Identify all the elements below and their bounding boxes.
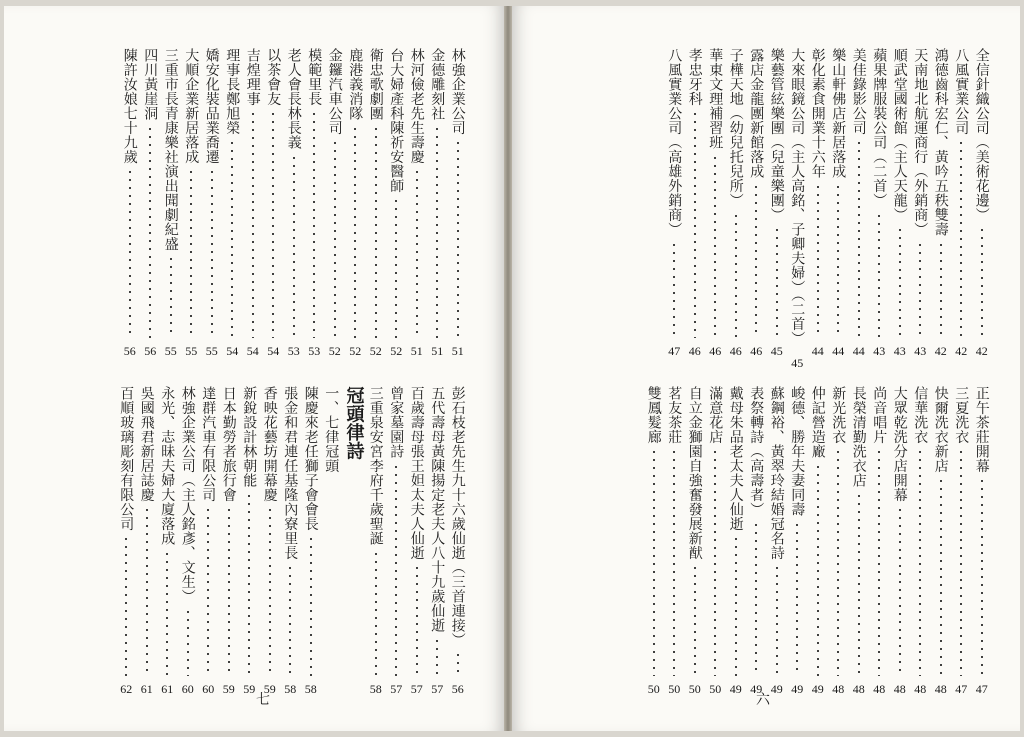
entry-title: 林河儉老先生壽慶: [408, 48, 425, 164]
entry-title: 子樺天地（幼兒托兒所）: [727, 48, 744, 208]
entry-title: 百順玻璃彫刻有限公司: [118, 386, 135, 531]
entry-page-number: 54: [246, 344, 259, 358]
dot-leader: [187, 608, 189, 677]
entry-page-number: 59: [263, 682, 276, 696]
toc-entry: [407, 386, 428, 698]
entry-title: 模範里長: [306, 48, 323, 106]
dot-leader: [940, 241, 942, 339]
entry-title: 以茶會友: [265, 48, 282, 106]
entry-title: 八風實業公司: [953, 48, 970, 135]
entry-page-number: 55: [185, 344, 198, 358]
toc-entry: [222, 48, 243, 360]
entry-page-number: 43: [873, 344, 886, 358]
toc-entry: [849, 386, 870, 698]
entry-page-number: 49: [750, 682, 763, 696]
entry-title: 八風實業公司（高雄外銷商）: [666, 48, 683, 237]
dot-leader: [981, 477, 983, 676]
entry-title: 陳許汝娘七十九歲: [121, 48, 138, 164]
dot-leader: [166, 550, 168, 677]
toc-entry: [910, 386, 931, 698]
entry-page-number: 55: [164, 344, 177, 358]
entry-title: 正午茶莊開幕: [973, 386, 990, 473]
entry-page-number: 60: [181, 682, 194, 696]
page-number: 六: [756, 692, 770, 708]
toc-entry: [120, 48, 141, 360]
entry-page-number: 58: [369, 682, 382, 696]
dot-leader: [919, 448, 921, 676]
dot-leader: [755, 183, 757, 339]
entry-page-number: 52: [369, 344, 382, 358]
dot-leader: [653, 448, 655, 676]
toc-entry: [157, 386, 178, 698]
entry-title: 孝忠牙科: [686, 48, 703, 106]
entry-page-number: 48: [934, 682, 947, 696]
dot-leader: [776, 226, 778, 338]
toc-entry: [849, 48, 870, 360]
toc-entry: [644, 386, 665, 698]
entry-title: 新光洗衣: [830, 386, 847, 444]
dot-leader: [395, 463, 397, 677]
dot-leader: [714, 154, 716, 339]
dot-leader: [129, 168, 131, 338]
entry-page-number: 47: [955, 682, 968, 696]
dot-leader: [960, 448, 962, 676]
entry-page-number: 44: [852, 344, 865, 358]
entry-title: 尚音唱片: [871, 386, 888, 444]
toc-entry: [828, 48, 849, 360]
right-page: [512, 6, 1020, 731]
dot-leader: [125, 535, 127, 676]
toc-entry: [726, 48, 747, 360]
toc-entry: [239, 386, 260, 698]
entry-page-number: 48: [893, 682, 906, 696]
entry-title: 華東文理補習班: [707, 48, 724, 150]
entry-title: 仲記營造廠: [809, 386, 826, 459]
dot-leader: [837, 183, 839, 339]
toc-entry: [280, 386, 301, 698]
entry-title: 張金和君連任基隆內寮里長: [282, 386, 299, 560]
entry-page-number: 46: [750, 344, 763, 358]
entry-page-number: 56: [451, 682, 464, 696]
dot-leader: [735, 535, 737, 676]
entry-page-number: 52: [349, 344, 362, 358]
entry-page-number: 45: [791, 355, 804, 370]
toc-entry: [301, 386, 322, 698]
entry-page-number: 57: [410, 682, 423, 696]
entry-title: 自立金獅園自強奮發展新猷: [686, 386, 703, 560]
dot-leader: [231, 139, 233, 338]
toc-entry: [685, 386, 706, 698]
entry-page-number: 61: [161, 682, 174, 696]
entry-page-number: 58: [284, 682, 297, 696]
dot-leader: [252, 110, 254, 338]
entry-title: 曾家墓園詩: [388, 386, 405, 459]
entry-page-number: 49: [729, 682, 742, 696]
toc-entry: [448, 48, 469, 360]
dot-leader: [796, 521, 798, 677]
entry-page-number: 51: [451, 344, 464, 358]
entry-title: 彰化素食開業十六年: [809, 48, 826, 179]
dot-leader: [457, 139, 459, 338]
entry-title: 雙鳳髮廊: [645, 386, 662, 444]
toc-entry: [304, 48, 325, 360]
toc-entry: [931, 386, 952, 698]
entry-title: 冠頭律詩: [343, 386, 365, 460]
entry-title: 衛忠歌劇團: [367, 48, 384, 121]
entry-page-number: 49: [791, 682, 804, 696]
entry-page-number: 58: [304, 682, 317, 696]
dot-leader: [919, 241, 921, 339]
dot-leader: [149, 125, 151, 339]
toc-entry: [366, 386, 387, 698]
dot-leader: [899, 506, 901, 676]
dot-leader: [673, 448, 675, 676]
toc-entry: [746, 386, 767, 698]
entry-title: 永光、志昧夫婦大廈落成: [159, 386, 176, 546]
toc-entry: [705, 386, 726, 698]
dot-leader: [146, 506, 148, 676]
entry-title: 三夏洗衣: [953, 386, 970, 444]
toc-entry: [178, 386, 199, 698]
entry-page-number: 46: [688, 344, 701, 358]
toc-entry: [386, 386, 407, 698]
dot-leader: [190, 168, 192, 338]
entry-page-number: 43: [914, 344, 927, 358]
dot-leader: [755, 521, 757, 677]
entry-title: 香映花藝坊開幕慶: [261, 386, 278, 502]
dot-leader: [416, 168, 418, 338]
toc-entry: [448, 386, 469, 698]
toc-entry: [116, 386, 137, 698]
toc-entry: [787, 386, 808, 698]
dot-leader: [837, 448, 839, 676]
dot-leader: [375, 125, 377, 339]
entry-page-number: 51: [410, 344, 423, 358]
dot-leader: [899, 226, 901, 338]
dot-leader: [207, 506, 209, 676]
toc-entry: [325, 48, 346, 360]
entry-title: 百歲壽母張王妲太夫人仙逝: [408, 386, 425, 560]
entry-title: 鹿港義消隊: [347, 48, 364, 121]
entry-page-number: 42: [955, 344, 968, 358]
entry-title: 峻德、勝年夫妻同壽: [789, 386, 806, 517]
entry-page-number: 48: [873, 682, 886, 696]
dot-leader: [334, 139, 336, 338]
toc-entry: [890, 48, 911, 360]
toc-entry: [321, 386, 342, 698]
dot-leader: [436, 125, 438, 339]
entry-title: 大順企業新居落成: [183, 48, 200, 164]
toc-block-bottom: [82, 386, 468, 698]
entry-page-number: 49: [811, 682, 824, 696]
dot-leader: [354, 125, 356, 339]
entry-page-number: 47: [975, 682, 988, 696]
entry-title: 大來眼鏡公司（主人高銘、子卿夫婦）（二首）: [789, 48, 806, 346]
toc-entry: [366, 48, 387, 360]
toc-entry: [161, 48, 182, 360]
entry-title: 三重泉安宮李府千歲聖誕: [367, 386, 384, 546]
dot-leader: [211, 168, 213, 338]
toc-entry: [767, 48, 788, 360]
toc-entry: [219, 386, 240, 698]
toc-entry: [951, 386, 972, 698]
entry-page-number: 44: [832, 344, 845, 358]
entry-title: 樂山軒佛店新居落成: [830, 48, 847, 179]
entry-page-number: 52: [328, 344, 341, 358]
entry-title: 露店金龍團新館落成: [748, 48, 765, 179]
toc-entry: [284, 48, 305, 360]
dot-leader: [878, 448, 880, 676]
entry-page-number: 52: [390, 344, 403, 358]
toc-entry: [263, 48, 284, 360]
entry-page-number: 56: [123, 344, 136, 358]
toc-entry: [705, 48, 726, 360]
entry-title: 信華洗衣: [912, 386, 929, 444]
toc-block-top: [82, 48, 468, 360]
toc-block-bottom: [556, 386, 992, 698]
entry-page-number: 44: [811, 344, 824, 358]
dot-leader: [735, 212, 737, 339]
toc-entry: [869, 386, 890, 698]
entry-page-number: 60: [202, 682, 215, 696]
entry-title: 蘋果牌服裝公司（二首）: [871, 48, 888, 208]
toc-entry: [746, 48, 767, 360]
toc-entry: [890, 386, 911, 698]
left-page: [4, 6, 504, 731]
entry-title: 長榮清勤洗衣店: [850, 386, 867, 488]
dot-leader: [248, 492, 250, 677]
toc-entry: [931, 48, 952, 360]
entry-title: 順武堂國術館（主人天龍）: [891, 48, 908, 222]
entry-page-number: 53: [308, 344, 321, 358]
book-gutter: [504, 6, 512, 731]
entry-title: 金德雕刻社: [429, 48, 446, 121]
entry-page-number: 50: [668, 682, 681, 696]
entry-page-number: 53: [287, 344, 300, 358]
entry-page-number: 57: [431, 682, 444, 696]
dot-leader: [272, 110, 274, 338]
entry-page-number: 59: [243, 682, 256, 696]
toc-entry: [427, 48, 448, 360]
dot-leader: [694, 110, 696, 338]
entry-title: 老人會長林長義: [285, 48, 302, 150]
entry-title: 吳國飛君新居誌慶: [138, 386, 155, 502]
entry-title: 蘇鋼裕、黃翠玲結婚冠名詩: [768, 386, 785, 560]
entry-title: 表祭轉詩（高壽者）: [748, 386, 765, 517]
entry-title: 茗友茶莊: [666, 386, 683, 444]
toc-entry: [808, 386, 829, 698]
entry-page-number: 51: [431, 344, 444, 358]
entry-title: 大眾乾洗分店開幕: [891, 386, 908, 502]
dot-leader: [817, 183, 819, 339]
entry-page-number: 59: [222, 682, 235, 696]
toc-entry: [137, 386, 158, 698]
entry-page-number: 47: [668, 344, 681, 358]
dot-leader: [858, 139, 860, 338]
toc-entry: [828, 386, 849, 698]
entry-title: 快爾洗衣新店: [932, 386, 949, 473]
toc-entry: [664, 386, 685, 698]
dot-leader: [940, 477, 942, 676]
toc-entry: [427, 386, 448, 698]
dot-leader: [817, 463, 819, 677]
dot-leader: [714, 448, 716, 676]
toc-entry: [972, 48, 993, 360]
toc-entry: [910, 48, 931, 360]
toc-entry: [726, 386, 747, 698]
entry-title: 理事長鄭旭榮: [224, 48, 241, 135]
entry-title: 樂藝管絃樂團（兒童樂團）: [768, 48, 785, 222]
toc-entry: [260, 386, 281, 698]
entry-page-number: 49: [770, 682, 783, 696]
dot-leader: [289, 564, 291, 676]
dot-leader: [858, 492, 860, 677]
toc-entry: [664, 48, 685, 360]
toc-entry: [808, 48, 829, 360]
dot-leader: [776, 564, 778, 676]
entry-page-number: 48: [852, 682, 865, 696]
entry-title: 戴母朱品老太夫人仙逝: [727, 386, 744, 531]
toc-entry: [767, 386, 788, 698]
entry-page-number: 50: [688, 682, 701, 696]
toc-entry: [243, 48, 264, 360]
entry-page-number: 43: [893, 344, 906, 358]
dot-leader: [673, 241, 675, 339]
dot-leader: [228, 506, 230, 676]
entry-page-number: 61: [140, 682, 153, 696]
page-number: 七: [256, 692, 270, 708]
entry-title: 四川黃崖洞: [142, 48, 159, 121]
entry-page-number: 46: [709, 344, 722, 358]
toc-entry: [951, 48, 972, 360]
toc-entry: [386, 48, 407, 360]
entry-page-number: 50: [709, 682, 722, 696]
entry-title: 天南地北航運商行（外銷商）: [912, 48, 929, 237]
entry-title: 滿意花店: [707, 386, 724, 444]
entry-page-number: 46: [729, 344, 742, 358]
entry-page-number: 42: [975, 344, 988, 358]
toc-entry: [685, 48, 706, 360]
dot-leader: [694, 564, 696, 676]
entry-title: 五代壽母黃陳揚定老夫人八十九歲仙逝: [429, 386, 446, 633]
entry-title: 新銳設計林朝能: [241, 386, 258, 488]
toc-entry: [198, 386, 219, 698]
entry-page-number: 54: [226, 344, 239, 358]
toc-entry: [345, 48, 366, 360]
entry-title: 三重市長青康樂社演出聞劇紀盛: [162, 48, 179, 251]
toc-entry: [140, 48, 161, 360]
entry-title: 達群汽車有限公司: [200, 386, 217, 502]
toc-entry: [787, 48, 808, 370]
dot-leader: [416, 564, 418, 676]
dot-leader: [313, 110, 315, 338]
entry-page-number: 50: [647, 682, 660, 696]
entry-page-number: 42: [934, 344, 947, 358]
entry-title: 全信針織公司（美術花邊）: [973, 48, 990, 222]
toc-entry: [869, 48, 890, 360]
dot-leader: [960, 139, 962, 338]
toc-entry: [181, 48, 202, 360]
entry-page-number: 57: [390, 682, 403, 696]
dot-leader: [375, 550, 377, 677]
dot-leader: [269, 506, 271, 676]
toc-entry: [407, 48, 428, 360]
entry-page-number: 45: [770, 344, 783, 358]
dot-leader: [170, 255, 172, 338]
entry-title: 日本勤勞者旅行會: [220, 386, 237, 502]
entry-page-number: 55: [205, 344, 218, 358]
dot-leader: [293, 154, 295, 339]
dot-leader: [436, 637, 438, 677]
entry-title: 鴻德齒科宏仁、黃吟五秩雙壽: [932, 48, 949, 237]
toc-entry: [202, 48, 223, 360]
entry-page-number: 54: [267, 344, 280, 358]
toc-entry: [972, 386, 993, 698]
entry-title: 一、七律冠頭: [323, 386, 340, 473]
entry-title: 台大婦產科陳祈安醫師: [388, 48, 405, 193]
entry-title: 美佳錄影公司: [850, 48, 867, 135]
entry-title: 嬌安化裝品業喬遷: [203, 48, 220, 164]
section-heading: [342, 386, 366, 698]
entry-page-number: 56: [144, 344, 157, 358]
entry-title: 林強企業公司: [449, 48, 466, 135]
dot-leader: [878, 212, 880, 339]
entry-title: 陳慶來老任獅子會會長: [302, 386, 319, 531]
entry-title: 金鑼汽車公司: [326, 48, 343, 135]
entry-page-number: 48: [832, 682, 845, 696]
entry-title: 吉煌理事: [244, 48, 261, 106]
entry-page-number: 62: [120, 682, 133, 696]
dot-leader: [310, 535, 312, 676]
entry-page-number: 48: [914, 682, 927, 696]
entry-title: 彭石枝老先生九十六歲仙逝（三首連接）: [449, 386, 466, 647]
dot-leader: [457, 651, 459, 676]
dot-leader: [395, 197, 397, 338]
toc-block-top: [556, 48, 992, 370]
dot-leader: [981, 226, 983, 338]
entry-title: 林強企業公司（主人銘彥、文生）: [179, 386, 196, 604]
